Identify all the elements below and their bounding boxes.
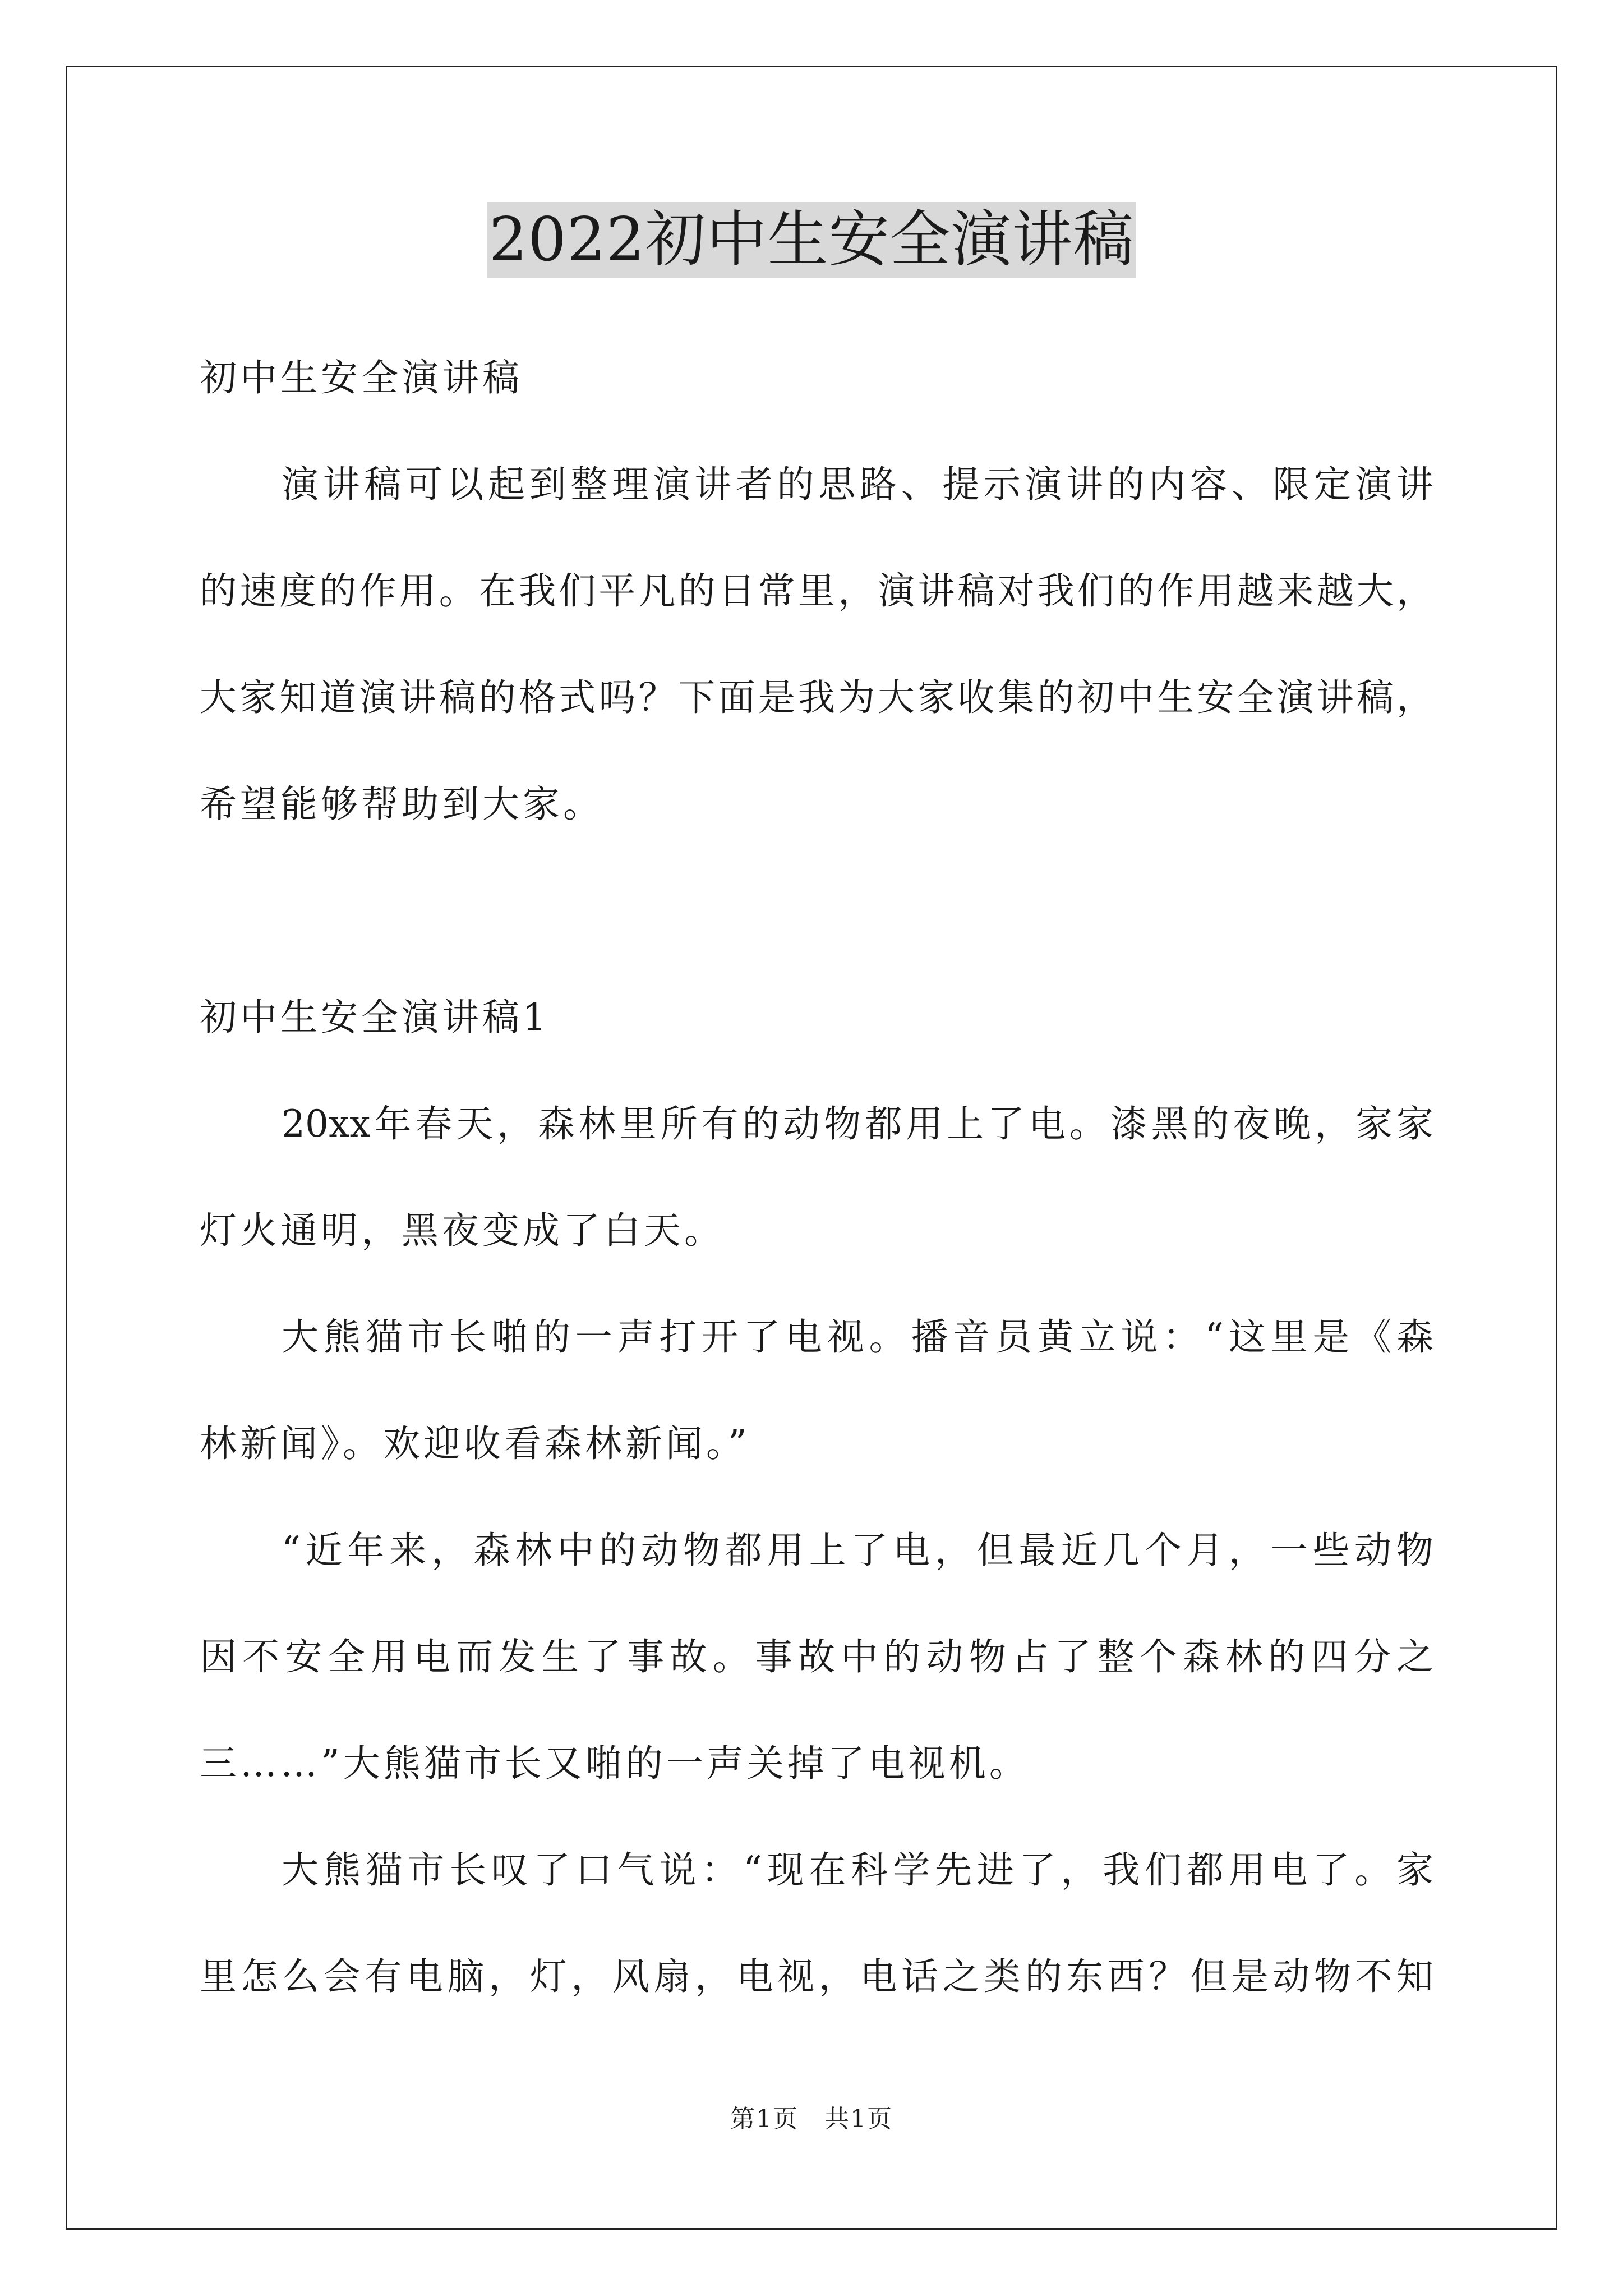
paragraph-line: 大熊猫市长叹了口气说：“现在科学先进了，我们都用电了。家 bbox=[282, 1848, 1433, 1892]
paragraph-line: 希望能够帮助到大家。 bbox=[200, 783, 603, 826]
paragraph-line: 大家知道演讲稿的格式吗？下面是我为大家收集的初中生安全演讲稿， bbox=[200, 676, 1433, 719]
paragraph-line: 的速度的作用。在我们平凡的日常里，演讲稿对我们的作用越来越大， bbox=[200, 569, 1433, 613]
section-heading: 初中生安全演讲稿 bbox=[200, 356, 523, 399]
paragraph-line: “近年来，森林中的动物都用上了电，但最近几个月，一些动物 bbox=[282, 1529, 1433, 1572]
title-container bbox=[0, 202, 1623, 278]
paragraph-line: 20xx年春天，森林里所有的动物都用上了电。漆黑的夜晚，家家 bbox=[282, 1102, 1433, 1145]
paragraph-line: 林新闻》。欢迎收看森林新闻。” bbox=[200, 1422, 750, 1465]
page-footer: 第1页 共1页 bbox=[730, 2105, 893, 2133]
paragraph-line: 三……”大熊猫市长又啪的一声关掉了电视机。 bbox=[200, 1742, 1030, 1785]
paragraph-line: 大熊猫市长啪的一声打开了电视。播音员黄立说：“这里是《森 bbox=[282, 1315, 1433, 1359]
document-title: 2022初中生安全演讲稿 bbox=[487, 202, 1137, 278]
paragraph-line: 里怎么会有电脑，灯，风扇，电视，电话之类的东西？但是动物不知 bbox=[200, 1955, 1433, 1998]
paragraph-line: 灯火通明，黑夜变成了白天。 bbox=[200, 1209, 725, 1252]
section-heading: 初中生安全演讲稿1 bbox=[200, 996, 550, 1039]
paragraph-line: 演讲稿可以起到整理演讲者的思路、提示演讲的内容、限定演讲 bbox=[282, 463, 1433, 506]
paragraph-line: 因不安全用电而发生了事故。事故中的动物占了整个森林的四分之 bbox=[200, 1635, 1433, 1678]
